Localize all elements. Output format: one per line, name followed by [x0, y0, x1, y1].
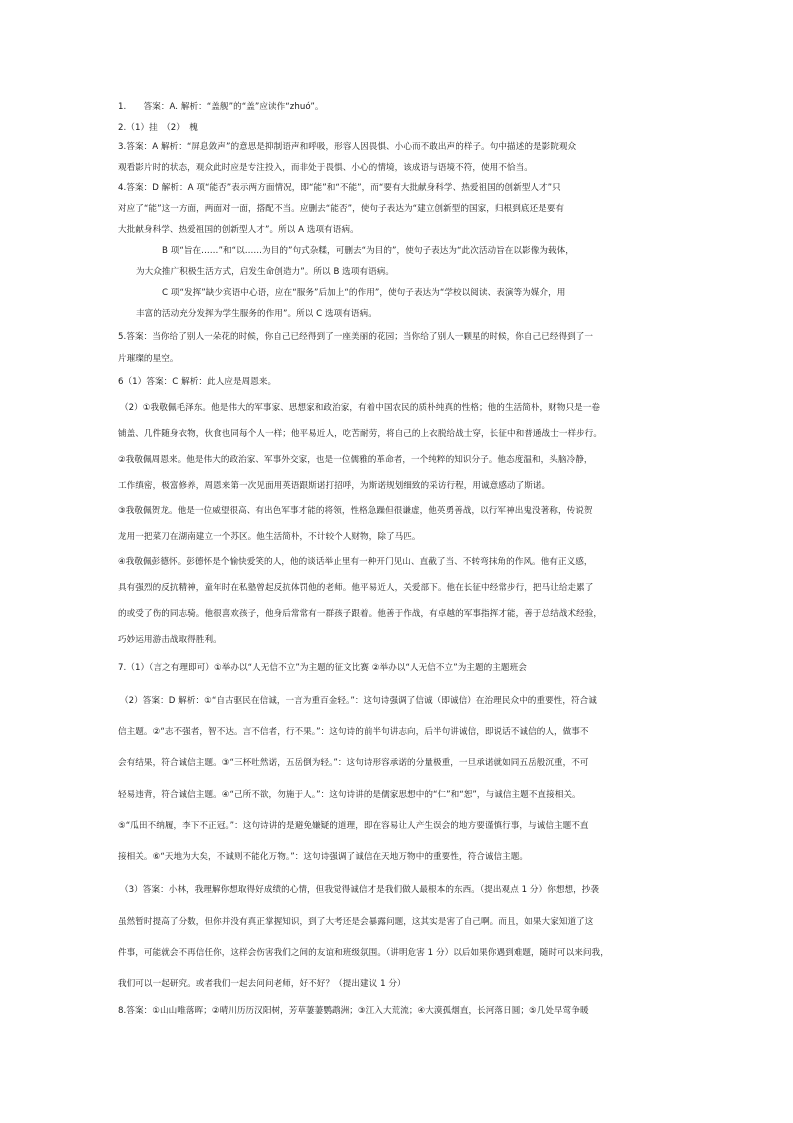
answer-line-4: 4.答案：D 解析：A 项“能否”表示两方面情况，即“能”和“不能”，而“要有大批献身科学、热爱祖国的创新型人才”只 — [118, 183, 561, 193]
answer-line-7-2-cont: 接相关。⑥“天地为大矣，不诚则不能化万物。”：这句诗强调了诚信在天地万物中的重要性，符合诚信主题。 — [118, 852, 529, 862]
answer-line-6-1: 6（1）答案：C 解析：此人应是周恩来。 — [118, 377, 277, 387]
answer-line-6-2-d-cont: 巧妙运用游击战取得胜利。 — [118, 635, 222, 645]
answer-line-6-2-cont: 铺盖、几件随身衣物，伙食也同每个人一样；他平易近人，吃苦耐劳，将自己的上衣脱给战士穿，长征中和普通战士一样步行。 — [118, 429, 603, 439]
answer-line-6-2-b: ②我敬佩周恩来。他是伟大的政治家、军事外交家，也是一位儒雅的革命者，一个纯粹的知识分子。他态度温和，头脑冷静， — [118, 455, 593, 465]
answer-line-7-3: （3）答案：小林，我理解你想取得好成绩的心情，但我觉得诚信才是我们做人最根本的东西。（提出观点 1 分）你想想，抄袭 — [120, 885, 600, 895]
answer-line-4c-cont: 丰富的活动充分发挥为学生服务的作用”。所以 C 选项有语病。 — [136, 309, 377, 319]
answer-line-3-cont: 观看影片时的状态，观众此时应是专注投入，而非处于畏惧、小心的情境，该成语与语境不符，使用不恰当。 — [118, 163, 533, 173]
answer-line-8: 8.答案：①山山唯落晖；②晴川历历汉阳树，芳草萋萋鹦鹉洲；③江入大荒流；④大漠孤烟直，长河落日圆；⑤几处早莺争暖 — [118, 1006, 589, 1016]
answer-line-6-2-d: ④我敬佩彭德怀。彭德怀是个愉快爱笑的人，他的谈话举止里有一种开门见山、直截了当、不转弯抹角的作风。他有正义感， — [118, 557, 593, 567]
answer-line-6-2: （2）①我敬佩毛泽东。他是伟大的军事家、思想家和政治家，有着中国农民的质朴纯真的性格；他的生活简朴，财物只是一卷 — [120, 403, 601, 413]
answer-line-6-2-d-cont: 的或受了伤的同志骑。他很喜欢孩子，他身后常常有一群孩子跟着。他善于作战，有卓越的军事指挥才能，善于总结战术经验， — [118, 609, 603, 619]
answer-line-6-2-c: ③我敬佩贺龙。他是一位威望很高、有出色军事才能的将领，性格急躁但很谦虚，他英勇善战，以行军神出鬼没著称，传说贺 — [118, 506, 593, 516]
answer-line-7-3-cont: 虽然暂时提高了分数，但你并没有真正掌握知识，到了大考还是会暴露问题，这其实是害了自己啊。而且，如果大家知道了这 — [118, 917, 594, 927]
answer-line-6-2-c-cont: 龙用一把菜刀在湖南建立一个苏区。他生活简朴，不计较个人财物，除了马匹。 — [118, 532, 421, 542]
answer-line-7-2-cont: 会有结果，符合诚信主题。③“三杯吐然诺，五岳倒为轻。”：这句诗形容承诺的分量极重，一旦承诺就如同五岳般沉重，不可 — [118, 758, 589, 768]
answer-line-7-2-cont: 轻易违背，符合诚信主题。④“己所不欲，勿施于人。”：这句诗讲的是儒家思想中的“仁”和“恕”，与诚信主题不直接相关。 — [118, 790, 581, 800]
answer-line-5-cont: 片璀璨的星空。 — [118, 354, 179, 364]
answer-line-4c: C 项“发挥”缺少宾语中心语，应在“服务”后加上“的作用”，使句子表达为“学校以阅读、表演等为媒介，用 — [162, 288, 566, 298]
answer-line-7-1: 7.（1）（言之有理即可）①举办以“人无信不立”为主题的征文比赛 ②举办以“人无信不立”为主题的主题班会 — [118, 663, 527, 673]
answer-line-7-2-cont: ⑤“瓜田不纳履，李下不正冠。”：这句诗讲的是避免嫌疑的道理，即在容易让人产生误会的地方要谨慎行事，与诚信主题不直 — [118, 821, 589, 831]
answer-line-5: 5.答案：当你给了别人一朵花的时候，你自己已经得到了一座美丽的花园；当你给了别人一颗星的时候，你自己已经得到了一 — [118, 332, 594, 342]
answer-line-4-cont: 对应了“能”这一方面，两面对一面，搭配不当。应删去“能否”，使句子表达为“建立创新型的国家，归根到底还是要有 — [118, 204, 565, 214]
answer-line-4b-cont: 为大众推广积极生活方式，启发生命创造力”。所以 B 选项有语病。 — [136, 267, 395, 277]
answer-line-7-3-cont: 件事，可能就会不再信任你，这样会伤害我们之间的友谊和班级氛围。（讲明危害 1 分）以后如果你遇到难题，随时可以来问我， — [118, 948, 609, 958]
answer-line-3: 3.答案：A 解析：“屏息敛声”的意思是抑制语声和呼吸，形容人因畏惧、小心而不敢出声的样子。句中描述的是影院观众 — [118, 142, 577, 152]
answer-line-7-2: （2）答案：D 解析：①“自古驱民在信诚，一言为重百金轻。”：这句诗强调了信诚（即诚信）在治理民众中的重要性，符合诚 — [120, 696, 597, 706]
answer-line-2: 2.（1）挂 （2） 槐 — [118, 123, 198, 133]
answer-line-7-3-cont: 我们可以一起研究。或者我们一起去问问老师，好不好？（提出建议 1 分） — [118, 979, 406, 989]
answer-line-6-2-b-cont: 工作缜密，极富修养，周恩来第一次见面用英语跟斯诺打招呼，为斯诺规划细致的采访行程，用诚意感动了斯诺。 — [118, 481, 551, 491]
answer-line-7-2-cont: 信主题。②“志不强者，智不达。言不信者，行不果。”：这句诗的前半句讲志向，后半句讲诚信，即说话不诚信的人，做事不 — [118, 727, 589, 737]
answer-line-6-2-d-cont: 具有强烈的反抗精神，童年时在私塾曾起反抗体罚他的老师。他平易近人，关爱部下。他在长征中经常步行，把马让给走累了 — [118, 583, 594, 593]
answer-line-4b: B 项“旨在……”和“以……为目的”句式杂糅，可删去“为目的”，使句子表达为“此次活动旨在以影像为载体， — [162, 246, 574, 256]
answer-line-1: 1. 答案：A. 解析：“盖舰”的“盖”应读作“zhuó”。 — [118, 102, 324, 112]
answer-line-4-cont: 大批献身科学、热爱祖国的创新型人才”。所以 A 选项有语病。 — [118, 225, 359, 235]
